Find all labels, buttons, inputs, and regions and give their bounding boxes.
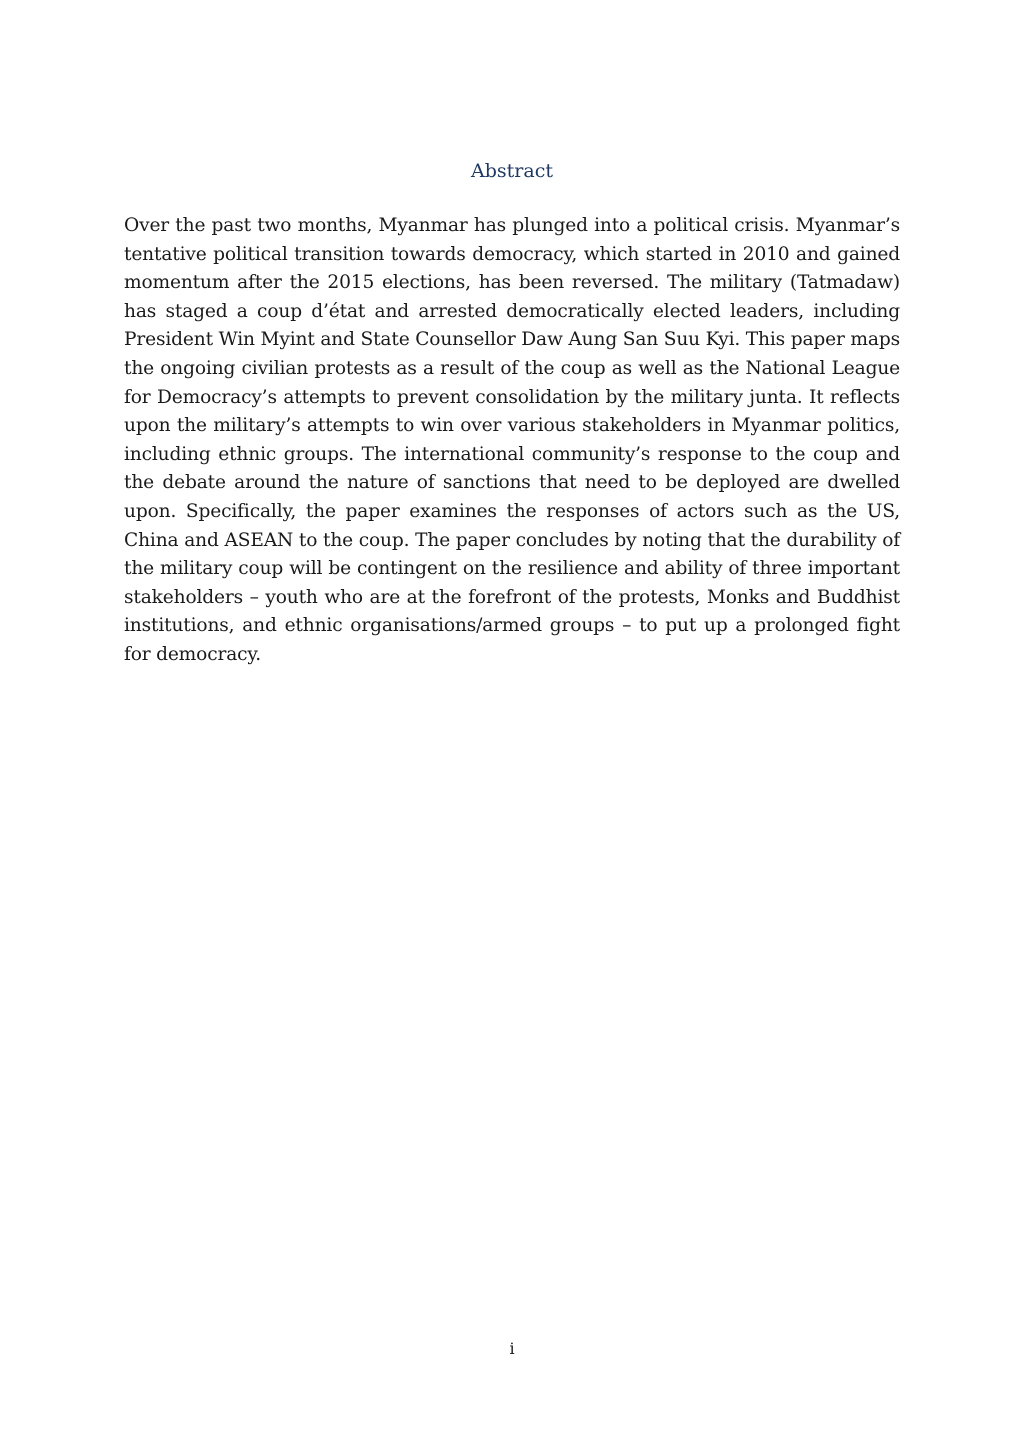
abstract-body: Over the past two months, Myanmar has plunged into a political crisis. Myanmar’s tentative political transition towards democracy, which started in 2010 and gained momentum after the 2015 elections, has been reversed. The military (Tatmadaw) has staged a coup d’état and arrested democratically elected leaders, including President Win Myint and State Counsellor Daw Aung San Suu Kyi. This paper maps the ongoing civilian protests as a result of the coup as well as the National League for Democracy’s attempts to prevent consolidation by the military junta. It reflects upon the military’s attempts to win over various stakeholders in Myanmar politics, including ethnic groups. The international community’s response to the coup and the debate around the nature of sanctions that need to be deployed are dwelled upon. Specifically, the paper examines the responses of actors such as the US, China and ASEAN to the coup. The paper concludes by noting that the durability of the military coup will be contingent on the resilience and ability of three important stakeholders – youth who are at the forefront of the protests, Monks and Buddhist institutions, and ethnic organisations/armed groups – to put up a prolonged fight for democracy. bbox=[124, 215, 900, 665]
page-number: i bbox=[509, 1339, 515, 1358]
abstract-heading: Abstract bbox=[471, 160, 553, 182]
